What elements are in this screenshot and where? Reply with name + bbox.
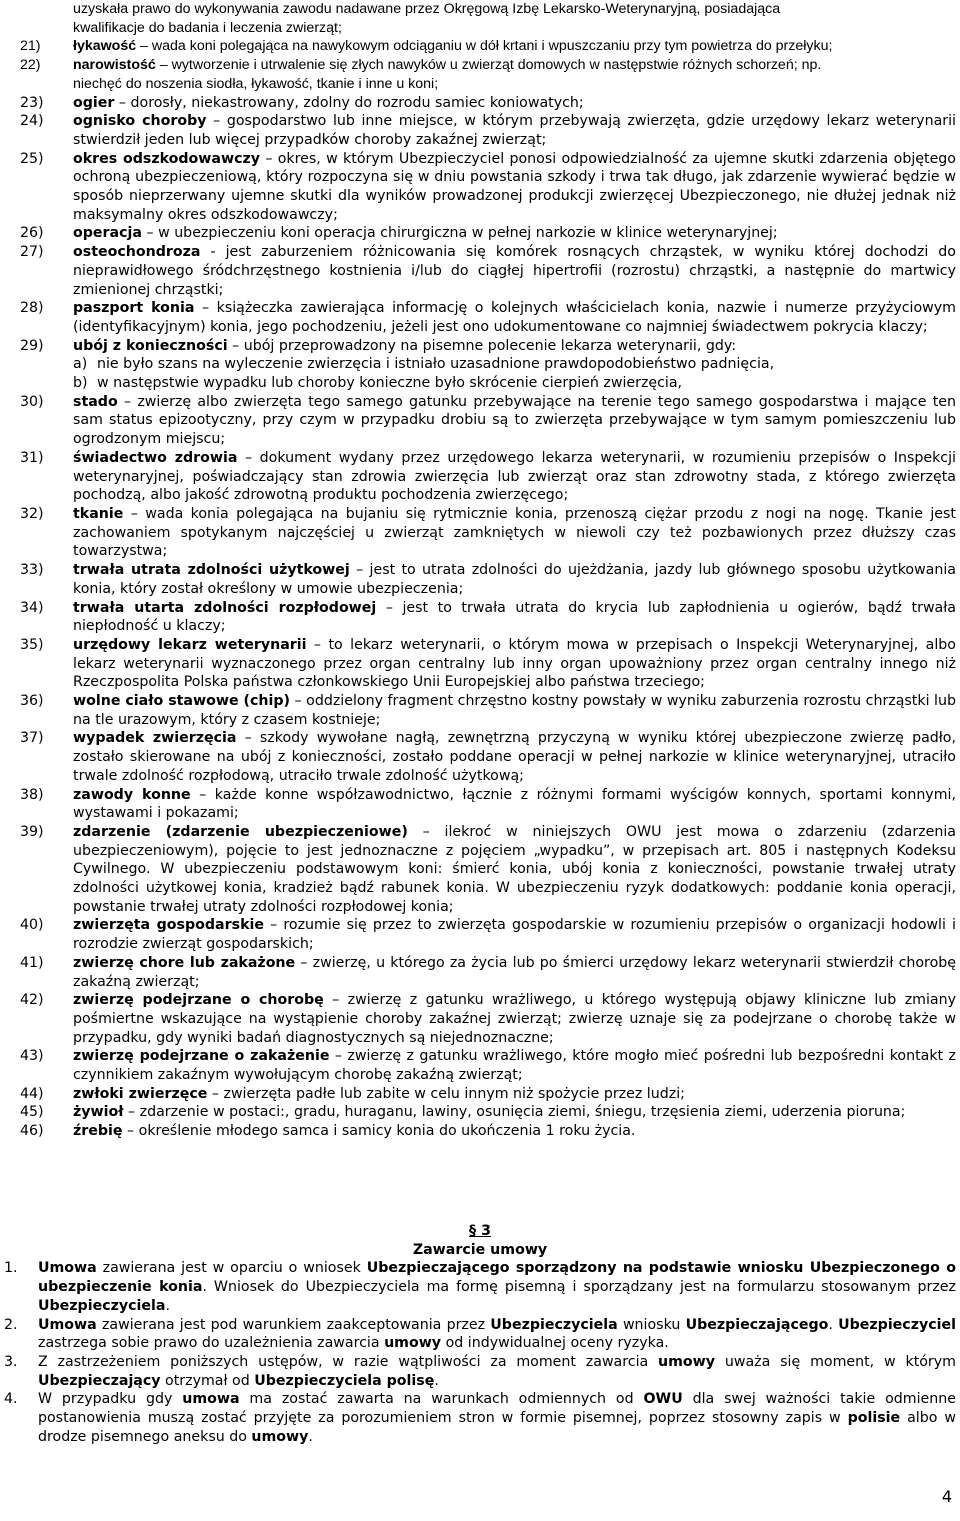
definition-text: to lekarz weterynarii, o którym mowa w przepisach o Inspekcji Weterynaryjnej, albo lekarz weterynarii wyznaczonego przez organ centralny lub inny organ upoważniony przez organ centralny innego niż Rzeczpospolita Polska państwa członkowskiego Unii Europejskiej albo państwa trzeciego; [73,636,956,691]
definition-text: jest zaburzeniem różnicowania się komórek rosnących chrząstek, w wyniku której dochodzi do nieprawidłowego śródchrzęstnego kostnienia i/lub do ciągłej hipertrofii (rozrostu) chrząstki, a następnie do martwicy zmienionej chrząstki; [73,244,956,298]
definition-term: stado [73,393,118,410]
definition-number: 29) [20,337,44,354]
definition-term: zwierzę podejrzane o chorobę [73,992,324,1009]
definition-term: ogier [73,94,115,111]
section-3 [0,1222,960,1446]
section-title: Zawarcie umowy [412,1241,548,1258]
definition-number: 25) [20,150,44,167]
definition-term: świadectwo zdrowia [73,449,238,466]
definition-item: 44) zwłoki zwierzęce – zwierzęta padłe lub zabite w celu innym niż spożycie przez ludzi; [20,1085,685,1102]
definition-text: zwierzę albo zwierzęta tego samego gatunku przebywające na terenie tego samego gospodarstwa i mające ten sam status epizootyczny, przy czym w przypadku drobiu są to zwierzęta przebywające w tym samym pomieszczeniu lub ogrodzonym miejscu; [73,393,956,448]
definition-number: 43) [20,1048,44,1065]
definition-text: zwierzę z gatunku wrażliwego, u którego występują objawy kliniczne lub zmiany pośmiertne wskazujące na wystąpienie choroby zakaźnej zwierząt; zwierzę uznaje się za podejrzane o chorobę także w przypadku, gdy wyniki badań diagnostycznych są niejednoznaczne; [73,992,956,1046]
definition-number: 26) [20,225,44,242]
definition-text: wada konia polegająca na bujaniu się rytmicznie konia, przenoszą ciężar przodu z nogi na nogę. Tkanie jest zachowaniem spotykanym najczęściej u zwierząt zamkniętych w niewoli czy też pozbawionych przez dłuższy czas towarzystwa; [73,505,956,560]
definition-item [0,75,960,94]
definition-number: 33) [20,562,44,579]
definition-text: zdarzenie w postaci:, gradu, huraganu, lawiny, osunięcia ziemi, śniegu, trzęsienia ziemi, uderzenia pioruna; [139,1104,906,1121]
definition-number: 22) [20,57,41,74]
definition-term: ubój z konieczności [73,337,228,354]
definition-text: szkody wywołane nagłą, zewnętrzną przyczyną w wyniku której ubezpieczone zwierzę padło, zostało skierowane na ubój z konieczności, zostało poddane operacji w pełnej narkozie w klinice weterynaryjnej, utraciło trwale zdolność rozpłodową, utraciło trwale zdolność użytkową; [73,730,956,784]
definition-item: 36) wolne ciało stawowe (chip) – oddzielony fragment chrzęstno kostny powstały w wyniku zaburzenia rozrostu chrząstki lub na tle urazowym, który z czasem kostnieje; [20,693,956,728]
definition-text: zwierzę z gatunku wrażliwego, które mogło mieć pośredni lub bezpośredni kontakt z czynnikiem zakaźnym wywołującym chorobę zakaźną zwierząt; [73,1048,956,1084]
definition-item: 39) zdarzenie (zdarzenie ubezpieczeniowe) – ilekroć w niniejszych OWU jest mowa o zdarzeniu (zdarzenia ubezpieczeniowym), pojęcie to jest jednoznaczne z pojęciem „wypadku”, w przepisach art. 805 i następnych Kodeksu Cywilnego. W ubezpieczeniu podstawowym koni: śmierć konia, ubój konia z konieczności, powstanie trwałej utraty zdolności użytkowej konia, kradzież bądź rabunek konia. W ubezpieczeniu ryzyk dodatkowych: poddanie konia operacji, powstanie trwałej utraty zdolności rozpłodowej konia; [20,823,956,915]
definition-number: 46) [20,1123,44,1140]
definition-item: 34) trwała utarta zdolności rozpłodowej – jest to trwała utrata do krycia lub zapłodnienia u ogierów, bądź trwała niepłodność u klaczy; [20,599,956,635]
definition-number: 35) [20,636,44,653]
definition-text: okres, w którym Ubezpieczyciel ponosi odpowiedzialność za ujemne skutki zdarzenia objętego ochroną ubezpieczeniową, który rozpoczyna się w dniu powstania szkody i trwa tak długo, jak zdarzenie wywierać będzie w sposób nieprzerwany ujemne skutki dla wyników prowadzonej produkcji zwierzęcej Ubezpieczonego, nie dłużej jednak niż maksymalny okres odszkodowawczy; [73,150,956,223]
definition-text: ubój przeprowadzony na pisemne polecenie lekarza weterynarii, gdy: [243,337,737,354]
definition-text: książeczka zawierająca informację o kolejnych właścicielach konia, nazwie i numerze przyżyciowym (identyfikacyjnym) konia, jego pochodzeniu, jeżeli jest ono udokumentowane co najmniej świadectwem pokrycia klaczy; [73,300,956,335]
definition-text: zwierzę, u którego za życia lub po śmierci urzędowy lekarz weterynarii stwierdził chorobę zakaźną zwierząt; [73,954,956,990]
definition-item: 30) stado – zwierzę albo zwierzęta tego samego gatunku przebywające na terenie tego samego gospodarstwa i mające ten sam status epizootyczny, przy czym w przypadku drobiu są to zwierzęta przebywające w tym samym pomieszczeniu lub ogrodzonym miejscu; [20,393,956,448]
section-point: 1. Umowa zawierana jest w oparciu o wniosek Ubezpieczającego sporządzony na podstawie wniosku Ubezpieczonego o ubezpieczenie konia. Wniosek do Ubezpieczyciela ma formę pisemną i sporządzany jest na formularzu stosowanym przez Ubezpieczyciela. [4,1260,956,1314]
section-number: § 3 [469,1223,491,1239]
definition-number: 39) [20,823,44,840]
definition-number: 44) [20,1085,44,1102]
definition-item: 23) ogier – dorosły, niekastrowany, zdolny do rozrodu samiec koniowatych; [20,94,584,111]
definition-number: 31) [20,449,44,466]
definition-text: rozumie się przez to zwierzęta gospodarskie w rozumieniu przepisów o organizacji hodowli i rozrodzie zwierząt gospodarskich; [73,917,956,953]
definition-item: 32) tkanie – wada konia polegająca na bujaniu się rytmicznie konia, przenoszą ciężar przodu z nogi na nogę. Tkanie jest zachowaniem spotykanym najczęściej u zwierząt zamkniętych w niewoli czy też pozbawionych przez dłuższy czas towarzystwa; [20,505,956,560]
definition-text: jest to utrata zdolności do ujeżdżania, jazdy lub głównego sposobu użytkowania konia, który został określony w umowie ubezpieczenia; [73,562,957,597]
definition-text: wada koni polegająca na nawykowym odciąganiu w dół krtani i wpuszczaniu przy tym powietrza do przełyku; [151,38,833,55]
definition-text: dorosły, niekastrowany, zdolny do rozrodu samiec koniowatych; [130,94,584,111]
definition-text: w ubezpieczeniu koni operacja chirurgiczna w pełnej narkozie w klinice weterynaryjnej; [158,225,778,242]
definition-number: 42) [20,992,44,1009]
page-number: 4 [941,1487,952,1506]
definition-text: niechęć do noszenia siodła, łykawość, tkanie i inne u koni; [73,75,439,92]
definition-item: 31) świadectwo zdrowia – dokument wydany przez urzędowego lekarza weterynarii, w rozumieniu przepisów o Inspekcji weterynaryjnej, poświadczający stan zdrowia zwierzęcia lub zwierząt oraz stan zdrowotny stada, z którego zwierzęta pochodzą, albo jakość zdrowotną produktu pochodzenia zwierzęcego; [20,449,956,504]
definition-term: tkanie [73,505,124,522]
definition-term: żywioł [73,1104,124,1121]
intro-line: uzyskała prawo do wykonywania zawodu nadawane przez Okręgową Izbę Lekarsko-Weterynaryjną, posiadająca [73,1,781,17]
definition-text: jest to trwała utrata do krycia lub zapłodnienia u ogierów, bądź trwała niepłodność u klaczy; [73,599,956,635]
section-point: 2. Umowa zawierana jest pod warunkiem zaakceptowania przez Ubezpieczyciela wniosku Ubezpieczającego. Ubezpieczyciel zastrzega sobie prawo do uzależnienia zawarcia umowy od indywidualnej oceny ryzyka. [4,1316,956,1352]
definition-term: ognisko choroby [73,113,207,130]
definition-number: 36) [20,693,44,710]
definition-item: 27) osteochondroza - jest zaburzeniem różnicowania się komórek rosnących chrząstek, w wyniku której dochodzi do nieprawidłowego śródchrzęstnego kostnienia i/lub do ciągłej hipertrofii (rozrostu) chrząstki, a następnie do martwicy zmienionej chrząstki; [20,244,956,298]
definition-term: łykawość [73,38,137,55]
definition-number: 23) [20,94,44,111]
intro-line: kwalifikacje do badania i leczenia zwierząt; [73,19,342,36]
definition-term: zwierzęta gospodarskie [73,917,264,934]
definition-term: zawody konne [73,786,191,803]
definition-item: 40) zwierzęta gospodarskie – rozumie się przez to zwierzęta gospodarskie w rozumieniu przepisów o organizacji hodowli i rozrodzie zwierząt gospodarskich; [20,917,956,953]
definition-text: zwierzęta padłe lub zabite w celu innym niż spożycie przez ludzi; [223,1085,685,1102]
definition-item: 26) operacja – w ubezpieczeniu koni operacja chirurgiczna w pełnej narkozie w klinice weterynaryjnej; [20,225,778,242]
definition-term: operacja [73,225,142,242]
definition-item: 35) urzędowy lekarz weterynarii – to lekarz weterynarii, o którym mowa w przepisach o Inspekcji Weterynaryjnej, albo lekarz weterynarii wyznaczonego przez organ centralny lub inny organ upoważniony przez organ centralny innego niż Rzeczpospolita Polska państwa członkowskiego Unii Europejskiej albo państwa trzeciego; [20,636,956,691]
definition-number: 40) [20,917,44,934]
definition-item: 41) zwierzę chore lub zakażone – zwierzę, u którego za życia lub po śmierci urzędowy lekarz weterynarii stwierdził chorobę zakaźną zwierząt; [20,954,956,990]
definition-text: wytworzenie i utrwalenie się złych nawyków u zwierząt domowych w następstwie różnych schorzeń; np. [171,57,822,74]
definition-number: 24) [20,113,44,130]
definition-item: 33) trwała utrata zdolności użytkowej – jest to utrata zdolności do ujeżdżania, jazdy lub głównego sposobu użytkowania konia, który został określony w umowie ubezpieczenia; [20,562,957,597]
definition-number: 37) [20,730,44,747]
definition-term: wolne ciało stawowe (chip) [73,693,291,710]
definition-number: 21) [20,38,41,55]
definition-item: 46) źrebię – określenie młodego samca i samicy konia do ukończenia 1 roku życia. [20,1123,636,1140]
definition-item: 37) wypadek zwierzęcia – szkody wywołane nagłą, zewnętrzną przyczyną w wyniku której ubezpieczone zwierzę padło, zostało skierowane na ubój z konieczności, zostało poddane operacji w pełnej narkozie w klinice weterynaryjnej, utraciło trwale zdolność rozpłodową, utraciło trwale zdolność użytkową; [20,730,956,784]
definition-text: dokument wydany przez urzędowego lekarza weterynarii, w rozumieniu przepisów o Inspekcji weterynaryjnej, poświadczający stan zdrowia zwierzęcia lub zwierząt oraz stan zdrowotny stada, z którego zwierzęta pochodzą, albo jakość zdrowotną produktu pochodzenia zwierzęcego; [73,449,956,504]
definition-term: narowistość [73,57,156,74]
definition-number: 32) [20,505,44,522]
definition-item: 24) ognisko choroby – gospodarstwo lub inne miejsce, w którym przebywają zwierzęta, gdzie urzędowy lekarz weterynarii stwierdził jeden lub więcej przypadków choroby zakaźnej zwierząt; [20,113,956,148]
sub-item: a) nie było szans na wyleczenie zwierzęcia i istniało uzasadnione prawdopodobieństwo padnięcia, [73,356,775,373]
definition-term: zdarzenie (zdarzenie ubezpieczeniowe) [73,823,408,840]
definition-number: 38) [20,786,44,803]
definition-text: określenie młodego samca i samicy konia do ukończenia 1 roku życia. [138,1123,636,1140]
section-points [0,1259,960,1446]
definition-item: 29) ubój z konieczności – ubój przeprowadzony na pisemne polecenie lekarza weterynarii, gdy: [20,337,737,354]
definition-number: 45) [20,1104,44,1121]
definition-item: 28) paszport konia – książeczka zawierająca informację o kolejnych właścicielach konia, nazwie i numerze przyżyciowym (identyfikacyjnym) konia, jego pochodzeniu, jeżeli jest ono udokumentowane co najmniej świadectwem pokrycia klaczy; [20,300,956,335]
definition-number: 28) [20,300,44,317]
definition-term: zwłoki zwierzęce [73,1085,208,1102]
definition-item: 38) zawody konne – każde konne współzawodnictwo, łącznie z różnymi formami wyścigów konnych, sportami konnymi, wystawami i pokazami; [20,786,956,822]
definition-item: 25) okres odszkodowawczy – okres, w którym Ubezpieczyciel ponosi odpowiedzialność za ujemne skutki zdarzenia objętego ochroną ubezpieczeniową, który rozpoczyna się w dniu powstania szkody i trwa tak długo, jak zdarzenie wywierać będzie w sposób nieprzerwany ujemne skutki dla wyników prowadzonej produkcji zwierzęcej Ubezpieczonego, nie dłużej jednak niż maksymalny okres odszkodowawczy; [20,150,956,223]
definition-term: źrebię [73,1123,123,1140]
definition-item: 43) zwierzę podejrzane o zakażenie – zwierzę z gatunku wrażliwego, które mogło mieć pośredni lub bezpośredni kontakt z czynnikiem zakaźnym wywołującym chorobę zakaźną zwierząt; [20,1048,956,1084]
sub-item: b) w następstwie wypadku lub choroby konieczne było skrócenie cierpień zwierzęcia, [73,375,683,392]
definition-text: gospodarstwo lub inne miejsce, w którym przebywają zwierzęta, gdzie urzędowy lekarz weterynarii stwierdził jeden lub więcej przypadków choroby zakaźnej zwierząt; [73,113,956,148]
definition-item: 22) narowistość – wytworzenie i utrwalenie się złych nawyków u zwierząt domowych w następstwie różnych schorzeń; np. [20,57,822,74]
definition-text: oddzielony fragment chrzęstno kostny powstały w wyniku zaburzenia rozrostu chrząstki lub na tle urazowym, który z czasem kostnieje; [73,693,956,728]
definition-term: osteochondroza [73,244,201,261]
definition-term: paszport konia [73,300,195,317]
definition-item: 21) łykawość – wada koni polegająca na nawykowym odciąganiu w dół krtani i wpuszczaniu przy tym powietrza do przełyku; [20,38,833,55]
definition-term: trwała utarta zdolności rozpłodowej [73,599,377,616]
definition-text: każde konne współzawodnictwo, łącznie z różnymi formami wyścigów konnych, sportami konnymi, wystawami i pokazami; [73,786,956,822]
definition-item: 45) żywioł – zdarzenie w postaci:, gradu, huraganu, lawiny, osunięcia ziemi, śniegu, trzęsienia ziemi, uderzenia pioruna; [20,1104,906,1121]
definition-term: zwierzę chore lub zakażone [73,954,296,971]
definition-term: urzędowy lekarz weterynarii [73,636,307,653]
definition-term: wypadek zwierzęcia [73,730,237,747]
definition-text: ilekroć w niniejszych OWU jest mowa o zdarzeniu (zdarzenia ubezpieczeniowym), pojęcie to jest jednoznaczne z pojęciem „wypadku”, w przepisach art. 805 i następnych Kodeksu Cywilnego. W ubezpieczeniu podstawowym koni: śmierć konia, ubój konia z konieczności, powstanie trwałej utraty zdolności użytkowej konia, kradzież bądź rabunek konia. W ubezpieczeniu ryzyk dodatkowych: poddanie konia operacji, powstanie trwałej utraty zdolności rozpłodowej konia; [73,823,956,915]
section-point: 4. W przypadku gdy umowa ma zostać zawarta na warunkach odmiennych od OWU dla swej ważności takie odmienne postanowienia muszą zostać przyjęte za porozumieniem stron w formie pisemnej, poprzez stosowny zapis w polisie albo w drodze pisemnego aneksu do umowy. [4,1391,956,1445]
definition-number: 34) [20,599,44,616]
section-point: 3. Z zastrzeżeniem poniższych ustępów, w razie wątpliwości za moment zawarcia umowy uważa się moment, w którym Ubezpieczający otrzymał od Ubezpieczyciela polisę. [4,1353,956,1389]
definition-term: okres odszkodowawczy [73,150,261,167]
definition-number: 30) [20,393,44,410]
definition-term: zwierzę podejrzane o zakażenie [73,1048,330,1065]
definition-term: trwała utrata zdolności użytkowej [73,562,350,579]
definition-item: 42) zwierzę podejrzane o chorobę – zwierzę z gatunku wrażliwego, u którego występują objawy kliniczne lub zmiany pośmiertne wskazujące na wystąpienie choroby zakaźnej zwierząt; zwierzę uznaje się za podejrzane o chorobę także w przypadku, gdy wyniki badań diagnostycznych są niejednoznaczne; [20,992,956,1046]
definition-number: 41) [20,954,44,971]
definition-number: 27) [20,244,44,261]
